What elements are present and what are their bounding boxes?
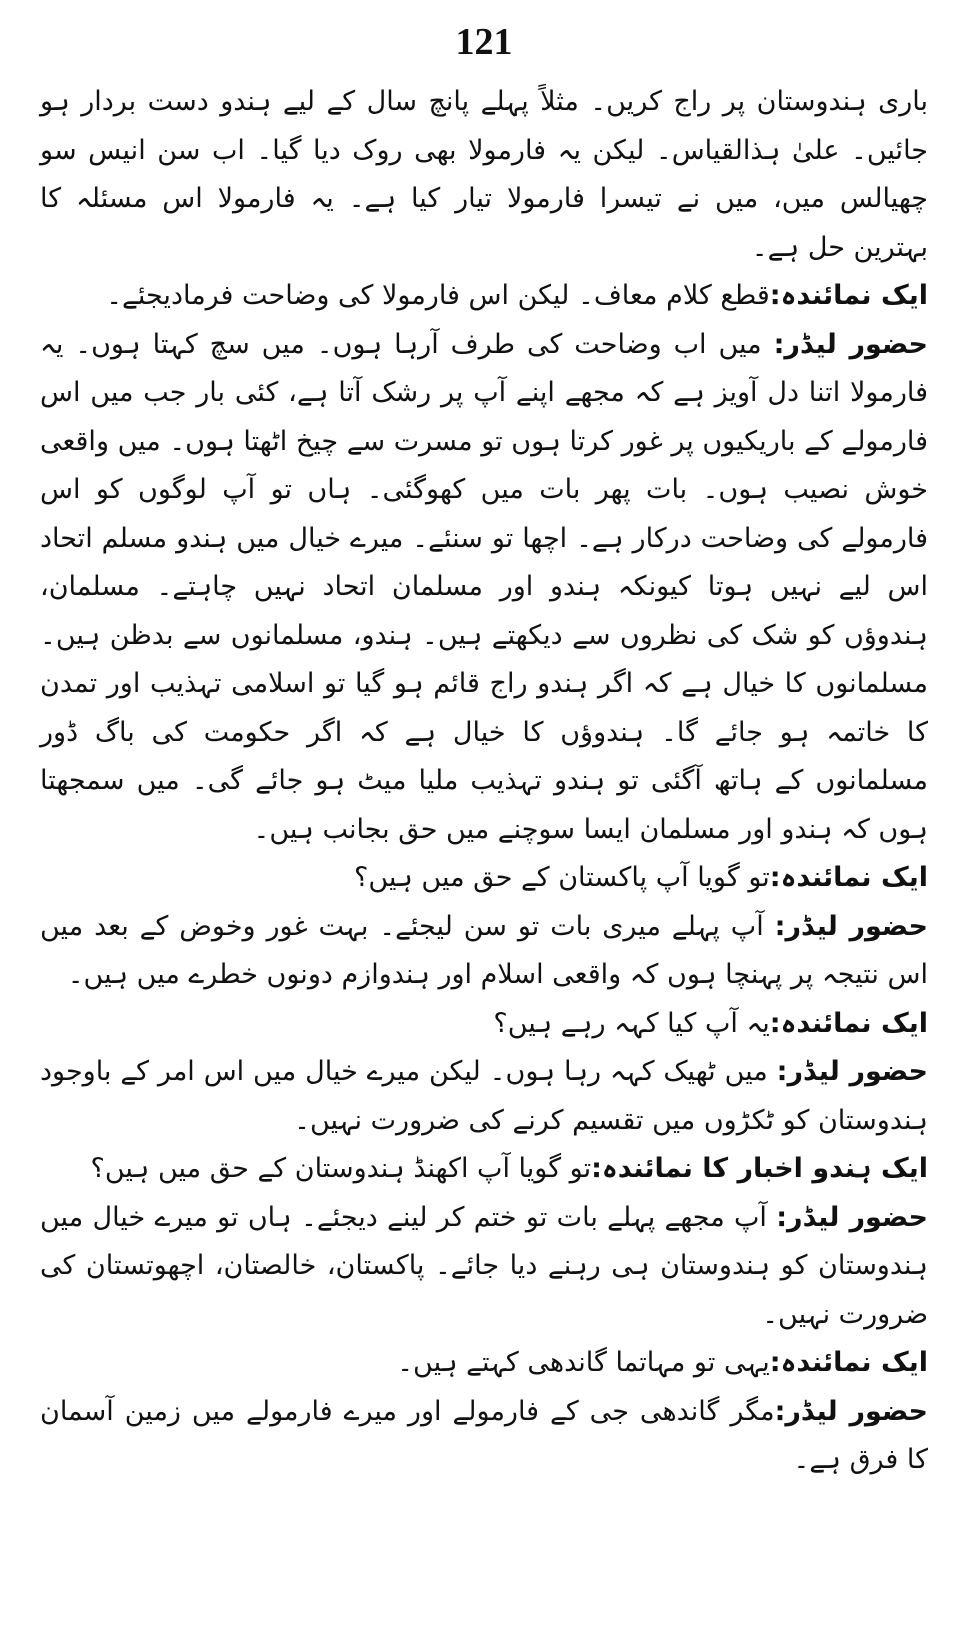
dialogue-line [40,1145,928,1194]
dialogue-line [40,321,928,855]
dialogue-line [40,854,928,903]
page-number: 121 [455,21,513,63]
dialogue-text: میں اب وضاحت کی طرف آرہا ہوں۔ میں سچ کہتا ہوں۔ یہ فارمولا اتنا دل آویز ہے کہ مجھے اپنے آپ پر رشک آتا ہے، کئی بار جب میں اس فارمولے کے باریکیوں پر غور کرتا ہوں تو مسرت سے چیخ اٹھتا ہوں۔ میں واقعی خوش نصیب ہوں۔ بات پھر بات میں کھوگئی۔ ہاں تو آپ لوگوں کو اس فارمولے کی وضاحت درکار ہے۔ اچھا تو سنئے۔ میرے خیال میں ہندو مسلم اتحاد اس لیے نہیں ہوتا کیونکہ ہندو اور مسلمان اتحاد نہیں چاہتے۔ مسلمان، ہندوؤں کو شک کی نظروں سے دیکھتے ہیں۔ ہندو، مسلمانوں سے بدظن ہیں۔ مسلمانوں کا خیال ہے کہ اگر ہندو راج قائم ہو گیا تو اسلامی تہذیب اور تمدن کا خاتمہ ہو جائے گا۔ ہندوؤں کا خیال ہے کہ اگر حکومت کی باگ ڈور مسلمانوں کے ہاتھ آگئی تو ہندو تہذیب ملیا میٹ ہو جائے گی۔ میں سمجھتا ہوں کہ ہندو اور مسلمان ایسا سوچنے میں حق بجانب ہیں۔ [40,328,928,845]
dialogue-text: آپ پہلے میری بات تو سن لیجئے۔ بہت غور وخوض کے بعد میں اس نتیجہ پر پہنچا ہوں کہ واقعی اسلام اور ہندوازم دونوں خطرے میں ہیں۔ [40,910,928,990]
body-text [40,78,928,1485]
dialogue-text: یہی تو مہاتما گاندھی کہتے ہیں۔ [397,1347,770,1378]
dialogue-line [40,1339,928,1388]
speaker-label: حضور لیڈر: [776,1056,928,1087]
speaker-label: ایک نمائندہ: [769,862,928,893]
speaker-label: ایک ہندو اخبار کا نمائندہ: [591,1153,928,1184]
speaker-label: ایک نمائندہ: [769,1347,928,1378]
paragraph-text: باری ہندوستان پر راج کریں۔ مثلاً پہلے پانچ سال کے لیے ہندو دست بردار ہو جائیں۔ علیٰ ہذالقیاس۔ لیکن یہ فارمولا بھی روک دیا گیا۔ اب سن انیس سو چھیالس میں، میں نے تیسرا فارمولا تیار کیا ہے۔ یہ فارمولا اس مسئلہ کا بہترین حل ہے۔ [40,86,928,263]
page [40,0,928,1628]
speaker-label: ایک نمائندہ: [769,280,928,311]
dialogue-text: قطع کلام معاف۔ لیکن اس فارمولا کی وضاحت فرمادیجئے۔ [106,280,770,311]
dialogue-text: یہ آپ کیا کہہ رہے ہیں؟ [493,1007,770,1039]
dialogue-text: مگر گاندھی جی کے فارمولے اور میرے فارمولے میں زمین آسمان کا فرق ہے۔ [40,1395,928,1475]
dialogue-text: تو گویا آپ پاکستان کے حق میں ہیں؟ [354,862,770,893]
speaker-label: حضور لیڈر: [773,328,929,360]
dialogue-line [40,272,928,321]
speaker-label: ایک نمائندہ: [769,1007,928,1039]
dialogue-line [40,1048,928,1145]
dialogue-text: آپ مجھے پہلے بات تو ختم کر لینے دیجئے۔ ہاں تو میرے خیال میں ہندوستان کو ہندوستان ہی رہنے دیا جائے۔ پاکستان، خالصتان، اچھوتستان کی ضرورت نہیں۔ [40,1201,928,1330]
speaker-label: حضور لیڈر: [774,910,928,942]
dialogue-line [40,903,928,1000]
dialogue-line [40,1388,928,1485]
dialogue-line [40,1194,928,1340]
paragraph [40,78,928,272]
dialogue-text: تو گویا آپ اکھنڈ ہندوستان کے حق میں ہیں؟ [90,1153,592,1184]
speaker-label: حضور لیڈر: [774,1395,929,1427]
dialogue-line [40,1000,928,1049]
speaker-label: حضور لیڈر: [776,1201,929,1233]
dialogue-text: میں ٹھیک کہہ رہا ہوں۔ لیکن میرے خیال میں اس امر کے باوجود ہندوستان کو ٹکڑوں میں تقسیم کرنے کی ضرورت نہیں۔ [40,1056,928,1136]
